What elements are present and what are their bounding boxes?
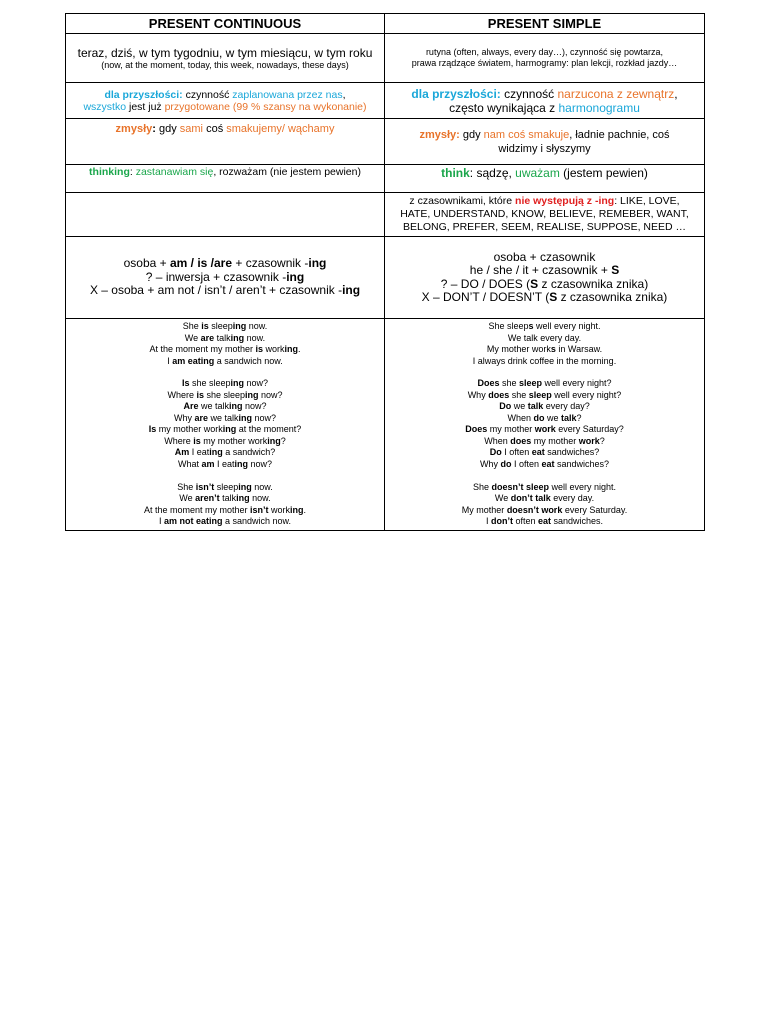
example-sentence: At the moment my mother is working. [149, 344, 301, 355]
pc-thinking-label: thinking [89, 166, 130, 178]
example-sentence: We don’t talk every day. [494, 493, 595, 504]
example-sentence: Is my mother working at the moment? [148, 424, 302, 435]
example-sentence: Do I often eat sandwiches? [489, 447, 600, 458]
pc-time-sub: (now, at the moment, today, this week, nowadays, these days) [101, 59, 349, 70]
example-sentence: Am I eating a sandwich? [174, 447, 276, 458]
example-sentence: We talk every day. [507, 332, 582, 343]
example-sentence: Why does she sleep well every night? [467, 389, 622, 400]
example-sentence [389, 367, 700, 378]
ps-stative-verbs: z czasownikami, które nie występują z -ing: LIKE, LOVE, HATE, UNDERSTAND, KNOW, BELIEVE, REMEBER, WANT, BELONG, PREFER, SEEM, REALISE, SUPPOSE, NEED … [385, 193, 705, 237]
example-sentence [389, 471, 700, 482]
ps-senses-label: zmysły: [419, 128, 460, 141]
example-sentence: Do we talk every day? [499, 401, 590, 412]
example-sentence: Where is my mother working? [164, 435, 286, 446]
header-present-simple: PRESENT SIMPLE [385, 14, 705, 34]
example-sentence: I don’t often eat sandwiches. [485, 516, 604, 527]
example-sentence: She is sleeping now. [182, 321, 268, 331]
example-sentence [70, 471, 380, 482]
ps-senses: zmysły: gdy nam coś smakuje, ładnie pachnie, coś widzimy i słyszymy [385, 119, 705, 165]
example-sentence: She isn’t sleeping now. [177, 481, 273, 492]
example-sentence: When do we talk? [507, 412, 582, 423]
example-sentence: I am not eating a sandwich now. [158, 516, 292, 527]
example-sentence: My mother works in Warsaw. [486, 344, 603, 355]
example-sentence: I always drink coffee in the morning. [472, 355, 617, 366]
example-sentence: Why do I often eat sandwiches? [479, 459, 610, 470]
pc-future: dla przyszłości: czynność zaplanowana przez nas, wszystko jest już przygotowane (99 % szansy na wykonanie) [66, 83, 385, 119]
example-sentence: We are talking now. [184, 332, 266, 343]
ps-future-label: dla przyszłości: [411, 86, 501, 101]
example-sentence: When does my mother work? [484, 435, 605, 446]
ps-usage-line2: prawa rządzące światem, harmogramy: plan lekcji, rozkład jazdy… [411, 58, 678, 68]
example-sentence: She sleeps well every night. [488, 321, 601, 331]
example-sentence: Does my mother work every Saturday? [465, 424, 624, 435]
ps-future: dla przyszłości: czynność narzucona z zewnątrz, często wynikająca z harmonogramu [385, 83, 705, 119]
pc-empty-cell [66, 193, 385, 237]
pc-future-label: dla przyszłości: [104, 88, 183, 101]
example-sentence: What am I eating now? [177, 459, 273, 470]
ps-think-label: think [441, 166, 470, 180]
example-sentence: We aren’t talking now. [179, 493, 271, 504]
example-sentence: I am eating a sandwich now. [167, 355, 283, 366]
grammar-table [65, 13, 705, 531]
ps-structure: osoba + czasownik he / she / it + czasownik + S ? – DO / DOES (S z czasownika znika) X – DON’T / DOESN’T (S z czasownika znika) [385, 237, 705, 319]
pc-thinking: thinking: zastanawiam się, rozważam (nie jestem pewien) [66, 165, 385, 193]
example-sentence: Is she sleeping now? [181, 378, 269, 389]
example-sentence [70, 367, 380, 378]
example-sentence: Does she sleep well every night? [477, 378, 612, 389]
ps-think: think: sądzę, uważam (jestem pewien) [385, 165, 705, 193]
example-sentence: My mother doesn’t work every Saturday. [461, 504, 628, 515]
pc-senses: zmysły: gdy sami coś smakujemy/ wąchamy [66, 119, 385, 165]
ps-usage-line1: rutyna (often, always, every day…), czynność się powtarza, [425, 47, 664, 57]
example-sentence: She doesn’t sleep well every night. [472, 481, 617, 492]
example-sentence: Why are we talking now? [173, 412, 277, 423]
ps-usage [385, 34, 705, 83]
example-sentence: At the moment my mother isn’t working. [143, 504, 307, 515]
pc-structure: osoba + am / is /are + czasownik -ing ? – inwersja + czasownik -ing X – osoba + am not / isn’t / aren’t + czasownik -ing [66, 237, 385, 319]
example-sentence: Are we talking now? [183, 401, 267, 412]
example-sentence: Where is she sleeping now? [167, 389, 283, 400]
pc-time-expressions [66, 34, 385, 83]
pc-senses-label: zmysły [115, 123, 153, 135]
pc-time-main: teraz, dziś, w tym tygodniu, w tym miesiącu, w tym roku [77, 45, 373, 60]
pc-examples [66, 319, 385, 531]
header-present-continuous: PRESENT CONTINUOUS [66, 14, 385, 34]
ps-examples [385, 319, 705, 531]
